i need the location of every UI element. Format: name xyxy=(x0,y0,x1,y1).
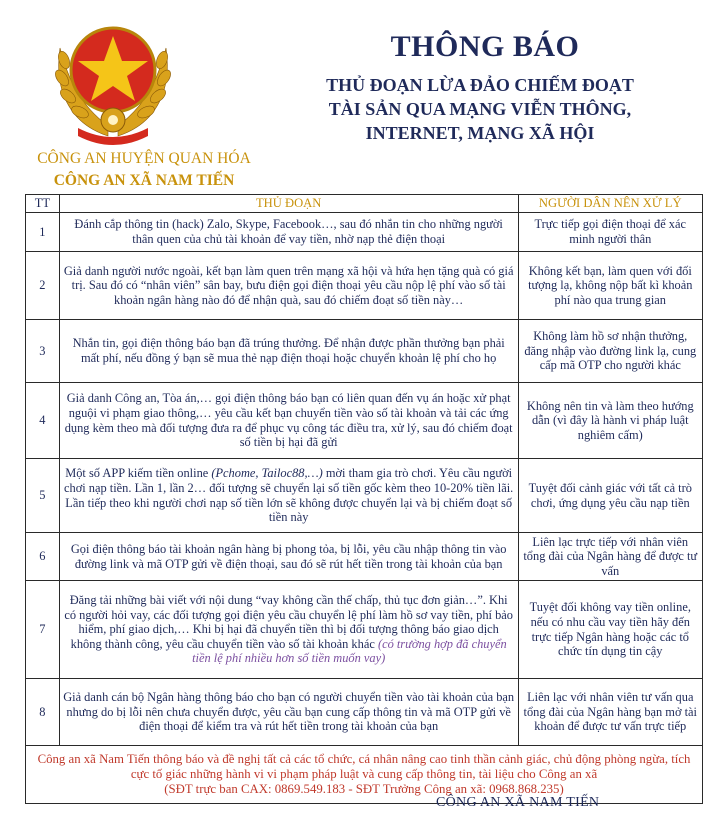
table-row xyxy=(26,459,703,533)
table-row xyxy=(26,581,703,679)
table-row xyxy=(26,533,703,581)
row-action: Không làm hồ sơ nhận thưởng, đăng nhập vào đường link lạ, cung cấp mã OTP cho người khác xyxy=(518,320,702,383)
row-action: Liên lạc với nhân viên tư vấn qua tổng đài của Ngân hàng bạn mở tài khoản để được tư vấn trực tiếp xyxy=(518,679,702,746)
notice-cell xyxy=(26,746,703,804)
row-method xyxy=(59,581,518,679)
row-method: Giả danh người nước ngoài, kết bạn làm quen trên mạng xã hội và hứa hẹn tặng quà có giá trị. Sau đó có “nhân viên” sân bay, bưu điện gọi điện thoại yêu cầu nộp lệ phí vào số tài khoản ngân hàng nào đó để nhận quà, sau đó chiếm đoạt số tiền này… xyxy=(59,252,518,320)
row-method: Gọi điện thông báo tài khoản ngân hàng bị phong tỏa, bị lỗi, yêu cầu nhập thông tin vào đường link và mã OTP gửi về điện thoại, sau đó sẽ rút hết tiền trong tài khoản của bạn xyxy=(59,533,518,581)
row-method: Đánh cắp thông tin (hack) Zalo, Skype, Facebook…, sau đó nhắn tin cho những người thân quen của chủ tài khoản để vay tiền, nhờ nạp thẻ điện thoại xyxy=(59,213,518,252)
signature-unit: CÔNG AN XÃ NAM TIẾN xyxy=(436,795,600,810)
table-header-row xyxy=(26,195,703,213)
table-row xyxy=(26,679,703,746)
notice-text: Công an xã Nam Tiến thông báo và đề nghị tất cả các tổ chức, cá nhân nâng cao tinh thần cảnh giác, chủ động phòng ngừa, tích cực tố giác những hành vi vi phạm pháp luật và cung cấp thông tin, tài liệu cho Công an xã xyxy=(37,752,691,781)
table-row xyxy=(26,320,703,383)
table-row xyxy=(26,252,703,320)
table-row xyxy=(26,213,703,252)
row-number: 2 xyxy=(26,252,60,320)
notice-row xyxy=(26,746,703,804)
methods-table xyxy=(25,194,703,804)
app-names: (Pchome, Tailoc88,…) xyxy=(211,466,323,481)
row-action: Tuyệt đối không vay tiền online, nếu có nhu cầu vay tiền hãy đến trực tiếp Ngân hàng hoặc các tổ chức tín dụng tin cậy xyxy=(518,581,702,679)
row-method: Giả danh Công an, Tòa án,… gọi điện thông báo bạn có liên quan đến vụ án hoặc xử phạt nguội vi phạm giao thông,… yêu cầu kết bạn chuyển tiền vào số tài khoản và tải các ứng dụng kèm theo mà đối tượng đưa ra để phục vụ công tác điều tra, xử lý, sau đó chiếm đoạt số tiền bị hại đã gửi xyxy=(59,383,518,459)
subtitle-line-2: TÀI SẢN QUA MẠNG VIỄN THÔNG, xyxy=(328,99,632,119)
row-method xyxy=(59,459,518,533)
row-number: 1 xyxy=(26,213,60,252)
row-number: 4 xyxy=(26,383,60,459)
row-method-part: Đăng tải những bài viết với nội dung “vay không cần thế chấp, thủ tục đơn giản…”. Khi có người hỏi vay, các đối tượng gọi điện yêu cầu chuyển lệ phí làm hồ sơ vay tiền, phí bảo hiểm, phí giao dịch,… Khi bị hại đã chuyển tiền thì bị đối tượng thông báo giao dịch không thành công, yêu cầu chuyển tiền vào số tài khoản khác xyxy=(64,593,513,651)
row-action: Không nên tin và làm theo hướng dẫn (vì đây là hành vi pháp luật nghiêm cấm) xyxy=(518,383,702,459)
row-number: 6 xyxy=(26,533,60,581)
row-action: Không kết bạn, làm quen với đối tượng lạ, không nộp bất kì khoản phí nào qua trung gian xyxy=(518,252,702,320)
row-method: Nhắn tin, gọi điện thông báo bạn đã trúng thưởng. Để nhận được phần thưởng bạn phải mất phí, nếu đồng ý bạn sẽ mua thẻ nạp điện thoại hoặc chuyển khoản lệ phí cho họ xyxy=(59,320,518,383)
row-method: Giả danh cán bộ Ngân hàng thông báo cho bạn có người chuyển tiền vào tài khoản của bạn nhưng do bị lỗi nên chưa chuyển được, yêu cầu bạn cung cấp thông tin và mã OTP gửi về điện thoại để kiểm tra và rút hết tiền trong tài khoản của bạn xyxy=(59,679,518,746)
row-method-part: Một số APP kiếm tiền online xyxy=(65,466,212,481)
subtitle-line-1: THỦ ĐOẠN LỪA ĐẢO CHIẾM ĐOẠT xyxy=(326,75,634,95)
row-action: Liên lạc trực tiếp với nhân viên tổng đài của Ngân hàng để được tư vấn xyxy=(518,533,702,581)
row-number: 8 xyxy=(26,679,60,746)
row-number: 3 xyxy=(26,320,60,383)
row-action: Trực tiếp gọi điện thoại để xác minh người thân xyxy=(518,213,702,252)
phone-numbers: (SĐT trực ban CAX: 0869.549.183 - SĐT Trưởng Công an xã: 0968.868.235) xyxy=(164,782,564,796)
row-method-part: mời tham gia trò chơi. Yêu cầu người chơi nạp tiền. Lần 1, lần 2… đối tượng sẽ chuyển lại số tiền gốc kèm theo 10-20% tiền lãi. Lần tiếp theo khi người chơi nạp số tiền lớn sẽ không được chuyển lại và bị chiếm đoạt số tiền này xyxy=(64,466,514,525)
subtitle-line-3: INTERNET, MẠNG XÃ HỘI xyxy=(365,123,595,143)
unit-district: CÔNG AN HUYỆN QUAN HÓA xyxy=(37,150,251,167)
unit-commune: CÔNG AN XÃ NAM TIẾN xyxy=(53,172,235,189)
header-tt: TT xyxy=(26,195,60,213)
page-title: THÔNG BÁO xyxy=(390,30,580,63)
header-method: THỦ ĐOẠN xyxy=(59,195,518,213)
police-emblem-icon xyxy=(48,8,178,148)
row-number: 7 xyxy=(26,581,60,679)
table-row xyxy=(26,383,703,459)
row-number: 5 xyxy=(26,459,60,533)
header-action: NGƯỜI DÂN NÊN XỬ LÝ xyxy=(518,195,702,213)
row-action: Tuyệt đối cảnh giác với tất cả trò chơi, ứng dụng yêu cầu nạp tiền xyxy=(518,459,702,533)
row-method-note: (có trường hợp đã chuyển tiền lệ phí nhiều hơn số tiền muốn vay) xyxy=(192,636,507,666)
